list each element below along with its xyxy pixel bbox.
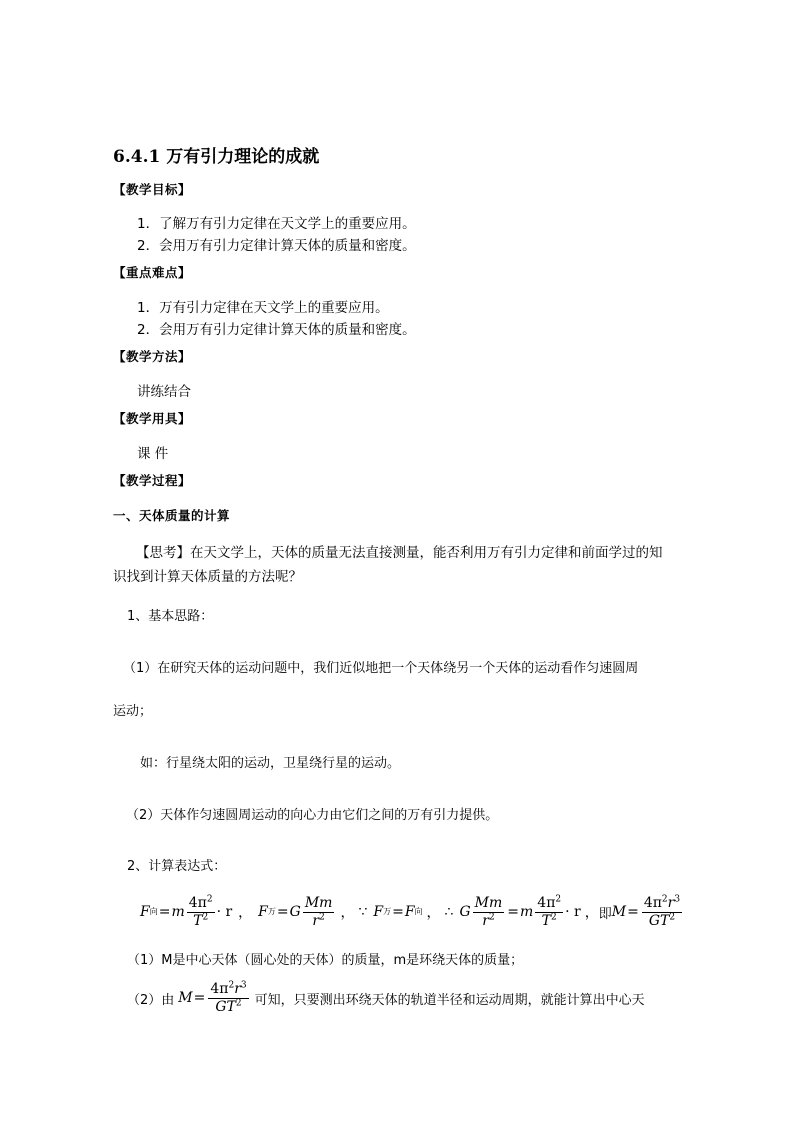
section-header-method: 【教学方法】 [113,349,192,364]
method-text: 讲练结合 [137,384,191,400]
formula-symbol: r [312,912,320,929]
point1-line-2: 运动； [113,704,153,719]
page-title: 6.4.1 万有引力理论的成就 [113,147,320,167]
fraction-Mm-over-r2 [303,896,335,928]
formula-exponent: 2 [669,911,676,922]
formula-exponent: 2 [551,911,557,922]
point2-text: （2）天体作匀速圆周运动的向心力由它们之间的万有引力提供。 [126,808,499,823]
note-2-prefix: （2）由 [127,992,175,1008]
fraction-mass-formula [208,982,248,1014]
formula-exponent: 2 [555,894,562,905]
formula-exponent: 2 [235,997,242,1008]
formula-symbol: M [611,904,627,920]
basic-idea-heading: 1、基本思路： [127,609,214,624]
formula-symbol: F [404,904,415,920]
point1-line-1: （1）在研究天体的运动问题中，我们近似地把一个天体绕另一个天体的运动看作匀速圆周 [123,661,639,676]
formula-symbol: G [289,904,301,920]
formula-symbol: ， [340,905,355,921]
formula-symbol: ， [426,905,441,921]
formula-exponent: 3 [674,894,681,905]
formula-symbol: = [276,904,289,920]
section-header-tools: 【教学用具】 [113,411,192,426]
formula-symbol: T [541,912,551,929]
think-line-1: 【思考】在天文学上，天体的质量无法直接测量，能否利用万有引力定律和前面学过的知 [136,545,663,561]
section-header-process: 【教学过程】 [113,473,192,488]
formula-exponent: 2 [319,911,325,922]
formula-symbol: = [627,904,639,920]
formula-symbol: M [178,990,193,1006]
because-symbol: ∵ [358,904,368,920]
formula-symbol: = [392,904,404,920]
part1-header: 一、天体质量的计算 [113,508,231,523]
fraction-4pi2-over-T2 [187,896,215,928]
note-2-suffix: 可知，只要测出环绕天体的轨道半径和运动周期，就能计算出中心天 [254,992,645,1008]
formula-symbol: · r [565,904,581,920]
goal-item: 2．会用万有引力定律计算天体的质量和密度。 [137,238,416,254]
keypoint-item: 1．万有引力定律在天文学上的重要应用。 [137,300,389,316]
note-1: （1）M是中心天体（圆心处的天体）的质量，m是环绕天体的质量； [127,953,524,968]
section-header-keypoints: 【重点难点】 [113,265,192,280]
formula-line: F 向 = m $\frac{4\pi^2}{T^2}$ · r ， F 万 = G $\frac{Mm}{r^2}$ ， ∵ F 万 = F 向 ， ∴ G $\frac{Mm}{r^2}$ = m $\frac{4\pi^2}{T^2}$ · r ， 即 M = $\frac{4\pi^2r^3}{GT^2}$ [140,894,681,929]
formula-symbol: Mm [474,894,503,911]
formula-symbol: GT [648,912,670,929]
calc-expr-heading: 2、计算表达式： [127,859,227,874]
formula-exponent: 2 [202,911,209,922]
formula-symbol: GT [215,998,236,1015]
formula-symbol: m [520,904,534,920]
keypoint-item: 2．会用万有引力定律计算天体的质量和密度。 [137,322,416,338]
note-2 [127,977,645,1019]
formula-symbol: m [171,904,185,920]
formula-symbol: F [258,904,268,920]
fraction-mass-formula [642,896,682,928]
fraction-4pi2-over-T2 [535,896,563,928]
think-line-2: 识找到计算天体质量的方法呢？ [113,569,302,585]
formula-symbol: 4π [643,894,662,911]
formula-symbol: r [234,980,241,997]
formula-symbol: = [507,904,519,920]
section-header-goals: 【教学目标】 [113,182,192,197]
formula-exponent: 2 [661,894,668,905]
formula-symbol: 4π [210,980,229,997]
formula-exponent: 2 [228,980,235,991]
formula-symbol: 4π [537,894,556,911]
formula-symbol: T [193,912,203,929]
formula-symbol: Mm [304,894,333,911]
fraction-Mm-over-r2 [473,896,505,928]
formula-exponent: 2 [206,894,213,905]
therefore-symbol: ∴ [444,904,454,920]
formula-text: 即 [598,906,612,922]
formula-exponent: 2 [488,911,495,922]
formula-symbol: r [482,912,489,929]
formula-symbol: F [140,904,150,920]
formula-exponent: 3 [240,980,247,991]
example-text: 如：行星绕太阳的运动，卫星绕行星的运动。 [140,756,401,771]
formula-symbol: = [158,904,171,920]
tools-text: 课 件 [137,446,169,462]
formula-symbol: · r [216,904,233,920]
formula-symbol: F [373,904,384,920]
formula-symbol: ， [584,905,599,921]
formula-symbol: r [667,894,675,911]
formula-symbol: = [193,990,206,1006]
goal-item: 1．了解万有引力定律在天文学上的重要应用。 [137,216,416,232]
inline-mass-formula [178,982,250,1014]
formula-symbol: G [459,904,471,920]
formula-symbol: 4π [188,894,207,911]
formula-symbol: ， [238,905,253,921]
